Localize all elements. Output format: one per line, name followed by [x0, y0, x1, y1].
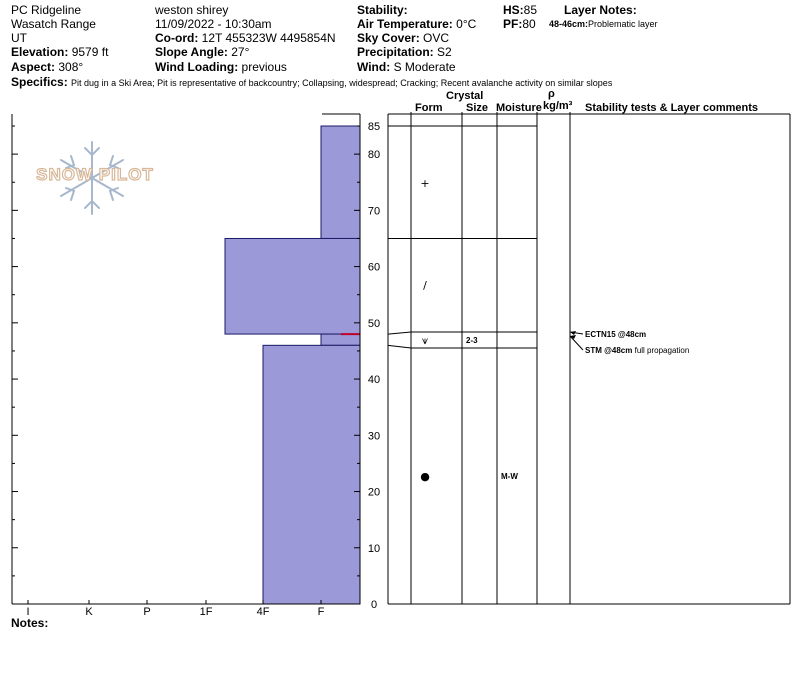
height-tick-label: 40 — [367, 374, 381, 387]
hardness-layer-0 — [321, 126, 360, 238]
state: UT — [11, 31, 27, 45]
grain-form-symbol: ● — [420, 470, 430, 483]
col-rho: ρ — [548, 88, 555, 100]
wind-loading: Wind Loading: previous — [155, 60, 287, 74]
range: Wasatch Range — [11, 17, 96, 31]
precipitation: Precipitation: S2 — [357, 45, 452, 59]
penetration-foot: PF:80 — [503, 17, 536, 31]
stability-test-label: ECTN15 @48cm — [585, 330, 647, 339]
col-moisture: Moisture — [496, 102, 542, 114]
height-tick-label: 50 — [367, 317, 381, 330]
col-size: Size — [466, 102, 489, 114]
hardness-tick-label: P — [143, 606, 151, 618]
col-density: kg/m³ — [543, 100, 573, 112]
col-stability: Stability tests & Layer comments — [585, 102, 759, 114]
hardness-tick-label: 4F — [256, 606, 270, 618]
height-tick-label: 70 — [367, 205, 381, 218]
datetime: 11/09/2022 - 10:30am — [155, 17, 272, 31]
hardness-tick-label: K — [85, 606, 93, 618]
sky-cover: Sky Cover: OVC — [357, 31, 450, 45]
col-form: Form — [415, 102, 443, 114]
hardness-layer-1 — [225, 238, 360, 334]
observer: weston shirey — [155, 3, 229, 17]
stability-test-arrow — [570, 336, 583, 350]
elevation: Elevation: 9579 ft — [11, 45, 109, 59]
layer-note: 48-46cm:Problematic layer — [549, 19, 658, 29]
layer-connector — [388, 345, 411, 348]
hardness-tick-label: 1F — [199, 606, 213, 618]
snow-height: HS:85 — [503, 3, 538, 17]
height-tick-label: 0 — [370, 599, 378, 611]
height-tick-label: 30 — [367, 430, 381, 443]
coordinates: Co-ord: 12T 455323W 4495854N — [155, 31, 336, 45]
col-crystal: Crystal — [446, 90, 484, 102]
layer-notes-title: Layer Notes: — [564, 3, 637, 17]
stability: Stability: — [357, 3, 408, 17]
height-tick-label: 20 — [367, 486, 381, 499]
layer-connector — [388, 332, 411, 334]
grain-form-symbol: + — [420, 177, 430, 190]
grain-form-symbol: ⩛ — [421, 334, 429, 347]
location: PC Ridgeline — [11, 3, 82, 17]
slope-angle: Slope Angle: 27° — [155, 45, 250, 59]
height-tick-label: 60 — [367, 261, 381, 274]
stability-test-label: STM @48cm full propagation — [585, 346, 690, 355]
wind: Wind: S Moderate — [357, 60, 456, 74]
height-tick-label: 85 — [367, 121, 381, 133]
height-tick-label: 10 — [367, 542, 381, 555]
crystal-size-label: 2-3 — [466, 336, 478, 345]
notes-label: Notes: — [11, 616, 49, 630]
moisture-label: M-W — [501, 472, 518, 481]
hardness-tick-label: F — [317, 606, 325, 618]
watermark-text: SNOW PILOT — [36, 165, 154, 184]
grain-form-symbol: / — [423, 279, 427, 292]
aspect: Aspect: 308° — [11, 60, 84, 74]
specifics: Specifics: Pit dug in a Ski Area; Pit is representative of backcountry; Collapsing, widespread; Cracking; Recent avalanche activity on similar slopes — [11, 75, 613, 89]
hardness-layer-3 — [263, 345, 360, 604]
air-temperature: Air Temperature: 0°C — [357, 17, 477, 31]
hardness-layer-2 — [321, 334, 360, 345]
hardness-tick-label: I — [26, 606, 30, 618]
height-tick-label: 80 — [367, 149, 381, 162]
